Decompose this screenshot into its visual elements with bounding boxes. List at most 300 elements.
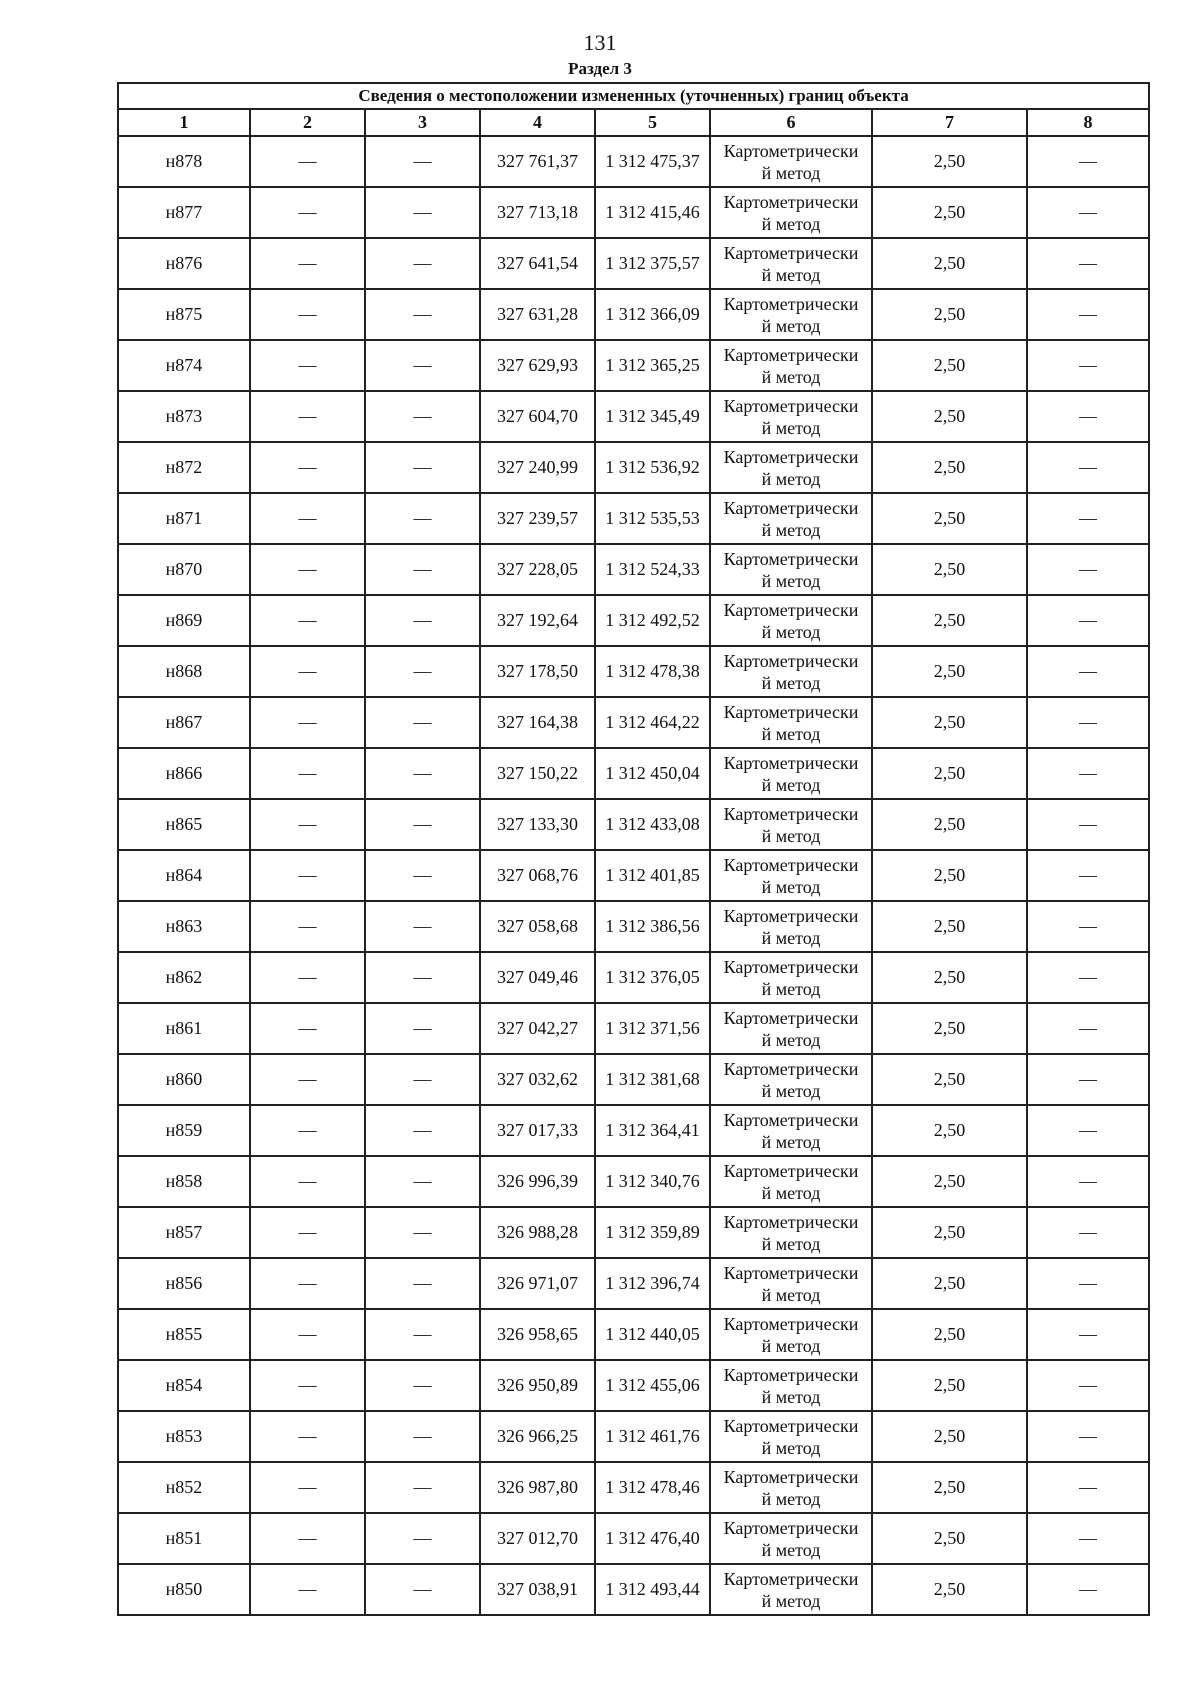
column-8-cell: — xyxy=(1027,1105,1149,1156)
method-cell xyxy=(710,1411,872,1462)
column-3-cell: — xyxy=(365,238,480,289)
accuracy-cell: 2,50 xyxy=(872,1309,1027,1360)
column-8-cell: — xyxy=(1027,136,1149,187)
column-8-cell: — xyxy=(1027,391,1149,442)
x-coordinate-cell: 327 150,22 xyxy=(480,748,595,799)
method-cell xyxy=(710,289,872,340)
method-line-2: й метод xyxy=(761,876,821,897)
x-coordinate-cell: 327 239,57 xyxy=(480,493,595,544)
method-cell xyxy=(710,850,872,901)
point-number-cell: н854 xyxy=(118,1360,250,1411)
method-line-2: й метод xyxy=(761,1590,821,1611)
accuracy-cell: 2,50 xyxy=(872,748,1027,799)
column-2-cell: — xyxy=(250,1258,365,1309)
column-3-cell: — xyxy=(365,646,480,697)
y-coordinate-cell: 1 312 340,76 xyxy=(595,1156,710,1207)
point-number-cell: н878 xyxy=(118,136,250,187)
column-8-cell: — xyxy=(1027,1156,1149,1207)
method-line-1: Картометрически xyxy=(723,1568,859,1589)
method-cell xyxy=(710,238,872,289)
table-row xyxy=(118,544,1149,595)
column-3-cell: — xyxy=(365,340,480,391)
page-number: 131 xyxy=(583,30,617,55)
table-row xyxy=(118,1360,1149,1411)
column-8-cell: — xyxy=(1027,1564,1149,1615)
y-coordinate-cell: 1 312 345,49 xyxy=(595,391,710,442)
table-caption: Сведения о местоположении измененных (уточненных) границ объекта xyxy=(118,83,1149,109)
method-cell xyxy=(710,493,872,544)
column-2-cell: — xyxy=(250,1564,365,1615)
point-number-cell: н871 xyxy=(118,493,250,544)
table-row xyxy=(118,493,1149,544)
column-header: 8 xyxy=(1027,109,1149,136)
y-coordinate-cell: 1 312 365,25 xyxy=(595,340,710,391)
column-8-cell: — xyxy=(1027,799,1149,850)
accuracy-cell: 2,50 xyxy=(872,901,1027,952)
column-2-cell: — xyxy=(250,1462,365,1513)
method-line-1: Картометрически xyxy=(723,701,859,722)
y-coordinate-cell: 1 312 386,56 xyxy=(595,901,710,952)
method-line-1: Картометрически xyxy=(723,956,859,977)
method-line-2: й метод xyxy=(761,825,821,846)
method-line-2: й метод xyxy=(761,1029,821,1050)
column-header: 2 xyxy=(250,109,365,136)
point-number-cell: н867 xyxy=(118,697,250,748)
column-3-cell: — xyxy=(365,187,480,238)
y-coordinate-cell: 1 312 450,04 xyxy=(595,748,710,799)
column-8-cell: — xyxy=(1027,952,1149,1003)
column-8-cell: — xyxy=(1027,646,1149,697)
point-number-cell: н877 xyxy=(118,187,250,238)
column-8-cell: — xyxy=(1027,1411,1149,1462)
method-line-2: й метод xyxy=(761,723,821,744)
column-2-cell: — xyxy=(250,544,365,595)
method-cell xyxy=(710,442,872,493)
accuracy-cell: 2,50 xyxy=(872,442,1027,493)
column-2-cell: — xyxy=(250,493,365,544)
column-2-cell: — xyxy=(250,1360,365,1411)
table-row xyxy=(118,1105,1149,1156)
column-3-cell: — xyxy=(365,1411,480,1462)
y-coordinate-cell: 1 312 396,74 xyxy=(595,1258,710,1309)
table-row xyxy=(118,289,1149,340)
table-row xyxy=(118,850,1149,901)
x-coordinate-cell: 327 604,70 xyxy=(480,391,595,442)
column-3-cell: — xyxy=(365,748,480,799)
column-3-cell: — xyxy=(365,289,480,340)
y-coordinate-cell: 1 312 535,53 xyxy=(595,493,710,544)
x-coordinate-cell: 326 966,25 xyxy=(480,1411,595,1462)
table-row xyxy=(118,1513,1149,1564)
method-cell xyxy=(710,1360,872,1411)
method-line-2: й метод xyxy=(761,1386,821,1407)
column-8-cell: — xyxy=(1027,1207,1149,1258)
table-row xyxy=(118,748,1149,799)
accuracy-cell: 2,50 xyxy=(872,1105,1027,1156)
accuracy-cell: 2,50 xyxy=(872,391,1027,442)
method-cell xyxy=(710,1462,872,1513)
method-line-2: й метод xyxy=(761,774,821,795)
point-number-cell: н861 xyxy=(118,1003,250,1054)
accuracy-cell: 2,50 xyxy=(872,136,1027,187)
point-number-cell: н862 xyxy=(118,952,250,1003)
column-8-cell: — xyxy=(1027,493,1149,544)
table-row xyxy=(118,1054,1149,1105)
point-number-cell: н858 xyxy=(118,1156,250,1207)
column-header: 7 xyxy=(872,109,1027,136)
column-3-cell: — xyxy=(365,1564,480,1615)
method-cell xyxy=(710,1564,872,1615)
point-number-cell: н874 xyxy=(118,340,250,391)
method-line-1: Картометрически xyxy=(723,497,859,518)
accuracy-cell: 2,50 xyxy=(872,1258,1027,1309)
y-coordinate-cell: 1 312 366,09 xyxy=(595,289,710,340)
method-line-2: й метод xyxy=(761,1233,821,1254)
column-8-cell: — xyxy=(1027,340,1149,391)
method-cell xyxy=(710,1003,872,1054)
table-row xyxy=(118,1003,1149,1054)
method-line-1: Картометрически xyxy=(723,191,859,212)
y-coordinate-cell: 1 312 364,41 xyxy=(595,1105,710,1156)
x-coordinate-cell: 327 049,46 xyxy=(480,952,595,1003)
accuracy-cell: 2,50 xyxy=(872,544,1027,595)
column-8-cell: — xyxy=(1027,1513,1149,1564)
y-coordinate-cell: 1 312 524,33 xyxy=(595,544,710,595)
x-coordinate-cell: 327 038,91 xyxy=(480,1564,595,1615)
column-3-cell: — xyxy=(365,1003,480,1054)
accuracy-cell: 2,50 xyxy=(872,1054,1027,1105)
method-line-1: Картометрически xyxy=(723,1364,859,1385)
column-3-cell: — xyxy=(365,901,480,952)
method-line-2: й метод xyxy=(761,417,821,438)
y-coordinate-cell: 1 312 464,22 xyxy=(595,697,710,748)
accuracy-cell: 2,50 xyxy=(872,799,1027,850)
column-header: 3 xyxy=(365,109,480,136)
boundary-coordinates-table xyxy=(117,82,1150,1616)
point-number-cell: н870 xyxy=(118,544,250,595)
column-2-cell: — xyxy=(250,646,365,697)
y-coordinate-cell: 1 312 371,56 xyxy=(595,1003,710,1054)
column-8-cell: — xyxy=(1027,1309,1149,1360)
method-line-2: й метод xyxy=(761,1182,821,1203)
column-2-cell: — xyxy=(250,850,365,901)
column-3-cell: — xyxy=(365,136,480,187)
column-3-cell: — xyxy=(365,850,480,901)
method-cell xyxy=(710,1207,872,1258)
x-coordinate-cell: 327 133,30 xyxy=(480,799,595,850)
table-caption-row xyxy=(118,83,1149,109)
column-2-cell: — xyxy=(250,1105,365,1156)
method-cell xyxy=(710,1054,872,1105)
column-3-cell: — xyxy=(365,1360,480,1411)
method-line-2: й метод xyxy=(761,1080,821,1101)
y-coordinate-cell: 1 312 440,05 xyxy=(595,1309,710,1360)
method-cell xyxy=(710,1513,872,1564)
y-coordinate-cell: 1 312 478,46 xyxy=(595,1462,710,1513)
method-line-2: й метод xyxy=(761,1335,821,1356)
method-line-2: й метод xyxy=(761,366,821,387)
method-line-2: й метод xyxy=(761,213,821,234)
column-2-cell: — xyxy=(250,136,365,187)
table-row xyxy=(118,697,1149,748)
column-3-cell: — xyxy=(365,1156,480,1207)
x-coordinate-cell: 327 032,62 xyxy=(480,1054,595,1105)
point-number-cell: н876 xyxy=(118,238,250,289)
point-number-cell: н864 xyxy=(118,850,250,901)
accuracy-cell: 2,50 xyxy=(872,1462,1027,1513)
method-line-1: Картометрически xyxy=(723,854,859,875)
y-coordinate-cell: 1 312 376,05 xyxy=(595,952,710,1003)
method-cell xyxy=(710,544,872,595)
table-row xyxy=(118,1258,1149,1309)
method-cell xyxy=(710,1258,872,1309)
method-line-2: й метод xyxy=(761,468,821,489)
x-coordinate-cell: 327 178,50 xyxy=(480,646,595,697)
y-coordinate-cell: 1 312 461,76 xyxy=(595,1411,710,1462)
accuracy-cell: 2,50 xyxy=(872,697,1027,748)
method-line-1: Картометрически xyxy=(723,1160,859,1181)
column-2-cell: — xyxy=(250,748,365,799)
table-row xyxy=(118,238,1149,289)
point-number-cell: н860 xyxy=(118,1054,250,1105)
table-body xyxy=(118,136,1149,1615)
column-2-cell: — xyxy=(250,1207,365,1258)
method-line-1: Картометрически xyxy=(723,140,859,161)
table-row xyxy=(118,1564,1149,1615)
column-3-cell: — xyxy=(365,1309,480,1360)
column-header: 5 xyxy=(595,109,710,136)
column-2-cell: — xyxy=(250,238,365,289)
column-number-row xyxy=(118,109,1149,136)
column-header: 6 xyxy=(710,109,872,136)
column-8-cell: — xyxy=(1027,289,1149,340)
y-coordinate-cell: 1 312 401,85 xyxy=(595,850,710,901)
table-row xyxy=(118,952,1149,1003)
x-coordinate-cell: 326 988,28 xyxy=(480,1207,595,1258)
table-row xyxy=(118,595,1149,646)
table-row xyxy=(118,1207,1149,1258)
y-coordinate-cell: 1 312 415,46 xyxy=(595,187,710,238)
accuracy-cell: 2,50 xyxy=(872,1411,1027,1462)
point-number-cell: н851 xyxy=(118,1513,250,1564)
method-cell xyxy=(710,1105,872,1156)
column-8-cell: — xyxy=(1027,850,1149,901)
x-coordinate-cell: 327 713,18 xyxy=(480,187,595,238)
method-line-1: Картометрически xyxy=(723,395,859,416)
point-number-cell: н865 xyxy=(118,799,250,850)
method-cell xyxy=(710,697,872,748)
method-line-2: й метод xyxy=(761,978,821,999)
point-number-cell: н859 xyxy=(118,1105,250,1156)
method-line-2: й метод xyxy=(761,1437,821,1458)
x-coordinate-cell: 327 631,28 xyxy=(480,289,595,340)
accuracy-cell: 2,50 xyxy=(872,850,1027,901)
accuracy-cell: 2,50 xyxy=(872,1360,1027,1411)
table-row xyxy=(118,1309,1149,1360)
point-number-cell: н875 xyxy=(118,289,250,340)
column-8-cell: — xyxy=(1027,697,1149,748)
point-number-cell: н873 xyxy=(118,391,250,442)
x-coordinate-cell: 327 042,27 xyxy=(480,1003,595,1054)
column-header: 1 xyxy=(118,109,250,136)
accuracy-cell: 2,50 xyxy=(872,595,1027,646)
method-line-2: й метод xyxy=(761,1284,821,1305)
column-3-cell: — xyxy=(365,442,480,493)
column-3-cell: — xyxy=(365,1054,480,1105)
column-3-cell: — xyxy=(365,697,480,748)
table-row xyxy=(118,646,1149,697)
method-line-1: Картометрически xyxy=(723,293,859,314)
method-line-2: й метод xyxy=(761,264,821,285)
method-line-1: Картометрически xyxy=(723,1058,859,1079)
y-coordinate-cell: 1 312 381,68 xyxy=(595,1054,710,1105)
method-line-1: Картометрически xyxy=(723,1007,859,1028)
x-coordinate-cell: 326 958,65 xyxy=(480,1309,595,1360)
column-3-cell: — xyxy=(365,595,480,646)
method-cell xyxy=(710,1156,872,1207)
method-cell xyxy=(710,1309,872,1360)
column-8-cell: — xyxy=(1027,238,1149,289)
accuracy-cell: 2,50 xyxy=(872,187,1027,238)
method-line-1: Картометрически xyxy=(723,905,859,926)
y-coordinate-cell: 1 312 476,40 xyxy=(595,1513,710,1564)
column-3-cell: — xyxy=(365,1462,480,1513)
column-2-cell: — xyxy=(250,340,365,391)
y-coordinate-cell: 1 312 478,38 xyxy=(595,646,710,697)
table-row xyxy=(118,1462,1149,1513)
x-coordinate-cell: 327 012,70 xyxy=(480,1513,595,1564)
point-number-cell: н868 xyxy=(118,646,250,697)
x-coordinate-cell: 327 068,76 xyxy=(480,850,595,901)
method-cell xyxy=(710,391,872,442)
point-number-cell: н856 xyxy=(118,1258,250,1309)
x-coordinate-cell: 326 950,89 xyxy=(480,1360,595,1411)
x-coordinate-cell: 327 164,38 xyxy=(480,697,595,748)
method-line-1: Картометрически xyxy=(723,803,859,824)
accuracy-cell: 2,50 xyxy=(872,952,1027,1003)
method-line-2: й метод xyxy=(761,672,821,693)
point-number-cell: н872 xyxy=(118,442,250,493)
column-2-cell: — xyxy=(250,1309,365,1360)
method-line-1: Картометрически xyxy=(723,1466,859,1487)
column-3-cell: — xyxy=(365,952,480,1003)
table-row xyxy=(118,340,1149,391)
y-coordinate-cell: 1 312 359,89 xyxy=(595,1207,710,1258)
y-coordinate-cell: 1 312 492,52 xyxy=(595,595,710,646)
column-3-cell: — xyxy=(365,1105,480,1156)
point-number-cell: н863 xyxy=(118,901,250,952)
x-coordinate-cell: 327 058,68 xyxy=(480,901,595,952)
column-3-cell: — xyxy=(365,799,480,850)
column-8-cell: — xyxy=(1027,544,1149,595)
point-number-cell: н853 xyxy=(118,1411,250,1462)
accuracy-cell: 2,50 xyxy=(872,340,1027,391)
method-cell xyxy=(710,952,872,1003)
accuracy-cell: 2,50 xyxy=(872,646,1027,697)
x-coordinate-cell: 326 971,07 xyxy=(480,1258,595,1309)
method-line-1: Картометрически xyxy=(723,1211,859,1232)
method-line-2: й метод xyxy=(761,621,821,642)
method-line-1: Картометрически xyxy=(723,1415,859,1436)
point-number-cell: н857 xyxy=(118,1207,250,1258)
column-2-cell: — xyxy=(250,1513,365,1564)
column-2-cell: — xyxy=(250,697,365,748)
column-2-cell: — xyxy=(250,799,365,850)
column-2-cell: — xyxy=(250,1411,365,1462)
method-cell xyxy=(710,595,872,646)
y-coordinate-cell: 1 312 475,37 xyxy=(595,136,710,187)
column-2-cell: — xyxy=(250,901,365,952)
method-line-2: й метод xyxy=(761,519,821,540)
method-line-2: й метод xyxy=(761,1488,821,1509)
y-coordinate-cell: 1 312 455,06 xyxy=(595,1360,710,1411)
method-line-1: Картометрически xyxy=(723,242,859,263)
method-cell xyxy=(710,799,872,850)
column-3-cell: — xyxy=(365,1207,480,1258)
method-cell xyxy=(710,646,872,697)
section-title: Раздел 3 xyxy=(568,59,632,78)
column-8-cell: — xyxy=(1027,1003,1149,1054)
method-line-2: й метод xyxy=(761,570,821,591)
accuracy-cell: 2,50 xyxy=(872,1003,1027,1054)
method-line-1: Картометрически xyxy=(723,1109,859,1130)
column-8-cell: — xyxy=(1027,748,1149,799)
point-number-cell: н866 xyxy=(118,748,250,799)
accuracy-cell: 2,50 xyxy=(872,1156,1027,1207)
table-row xyxy=(118,799,1149,850)
method-line-2: й метод xyxy=(761,1131,821,1152)
column-8-cell: — xyxy=(1027,1054,1149,1105)
column-8-cell: — xyxy=(1027,595,1149,646)
column-2-cell: — xyxy=(250,442,365,493)
table-row xyxy=(118,136,1149,187)
x-coordinate-cell: 326 987,80 xyxy=(480,1462,595,1513)
table-row xyxy=(118,1156,1149,1207)
y-coordinate-cell: 1 312 493,44 xyxy=(595,1564,710,1615)
accuracy-cell: 2,50 xyxy=(872,1207,1027,1258)
table-row xyxy=(118,1411,1149,1462)
table-row xyxy=(118,391,1149,442)
column-2-cell: — xyxy=(250,1054,365,1105)
column-2-cell: — xyxy=(250,1003,365,1054)
point-number-cell: н855 xyxy=(118,1309,250,1360)
y-coordinate-cell: 1 312 433,08 xyxy=(595,799,710,850)
x-coordinate-cell: 327 629,93 xyxy=(480,340,595,391)
accuracy-cell: 2,50 xyxy=(872,289,1027,340)
column-8-cell: — xyxy=(1027,442,1149,493)
method-line-1: Картометрически xyxy=(723,1313,859,1334)
method-line-1: Картометрически xyxy=(723,752,859,773)
accuracy-cell: 2,50 xyxy=(872,1564,1027,1615)
x-coordinate-cell: 327 641,54 xyxy=(480,238,595,289)
method-cell xyxy=(710,748,872,799)
method-cell xyxy=(710,187,872,238)
method-line-1: Картометрически xyxy=(723,446,859,467)
accuracy-cell: 2,50 xyxy=(872,493,1027,544)
y-coordinate-cell: 1 312 536,92 xyxy=(595,442,710,493)
method-cell xyxy=(710,136,872,187)
column-2-cell: — xyxy=(250,1156,365,1207)
column-2-cell: — xyxy=(250,595,365,646)
column-header: 4 xyxy=(480,109,595,136)
column-2-cell: — xyxy=(250,952,365,1003)
method-cell xyxy=(710,901,872,952)
method-line-2: й метод xyxy=(761,315,821,336)
column-8-cell: — xyxy=(1027,187,1149,238)
point-number-cell: н850 xyxy=(118,1564,250,1615)
column-8-cell: — xyxy=(1027,1360,1149,1411)
method-cell xyxy=(710,340,872,391)
